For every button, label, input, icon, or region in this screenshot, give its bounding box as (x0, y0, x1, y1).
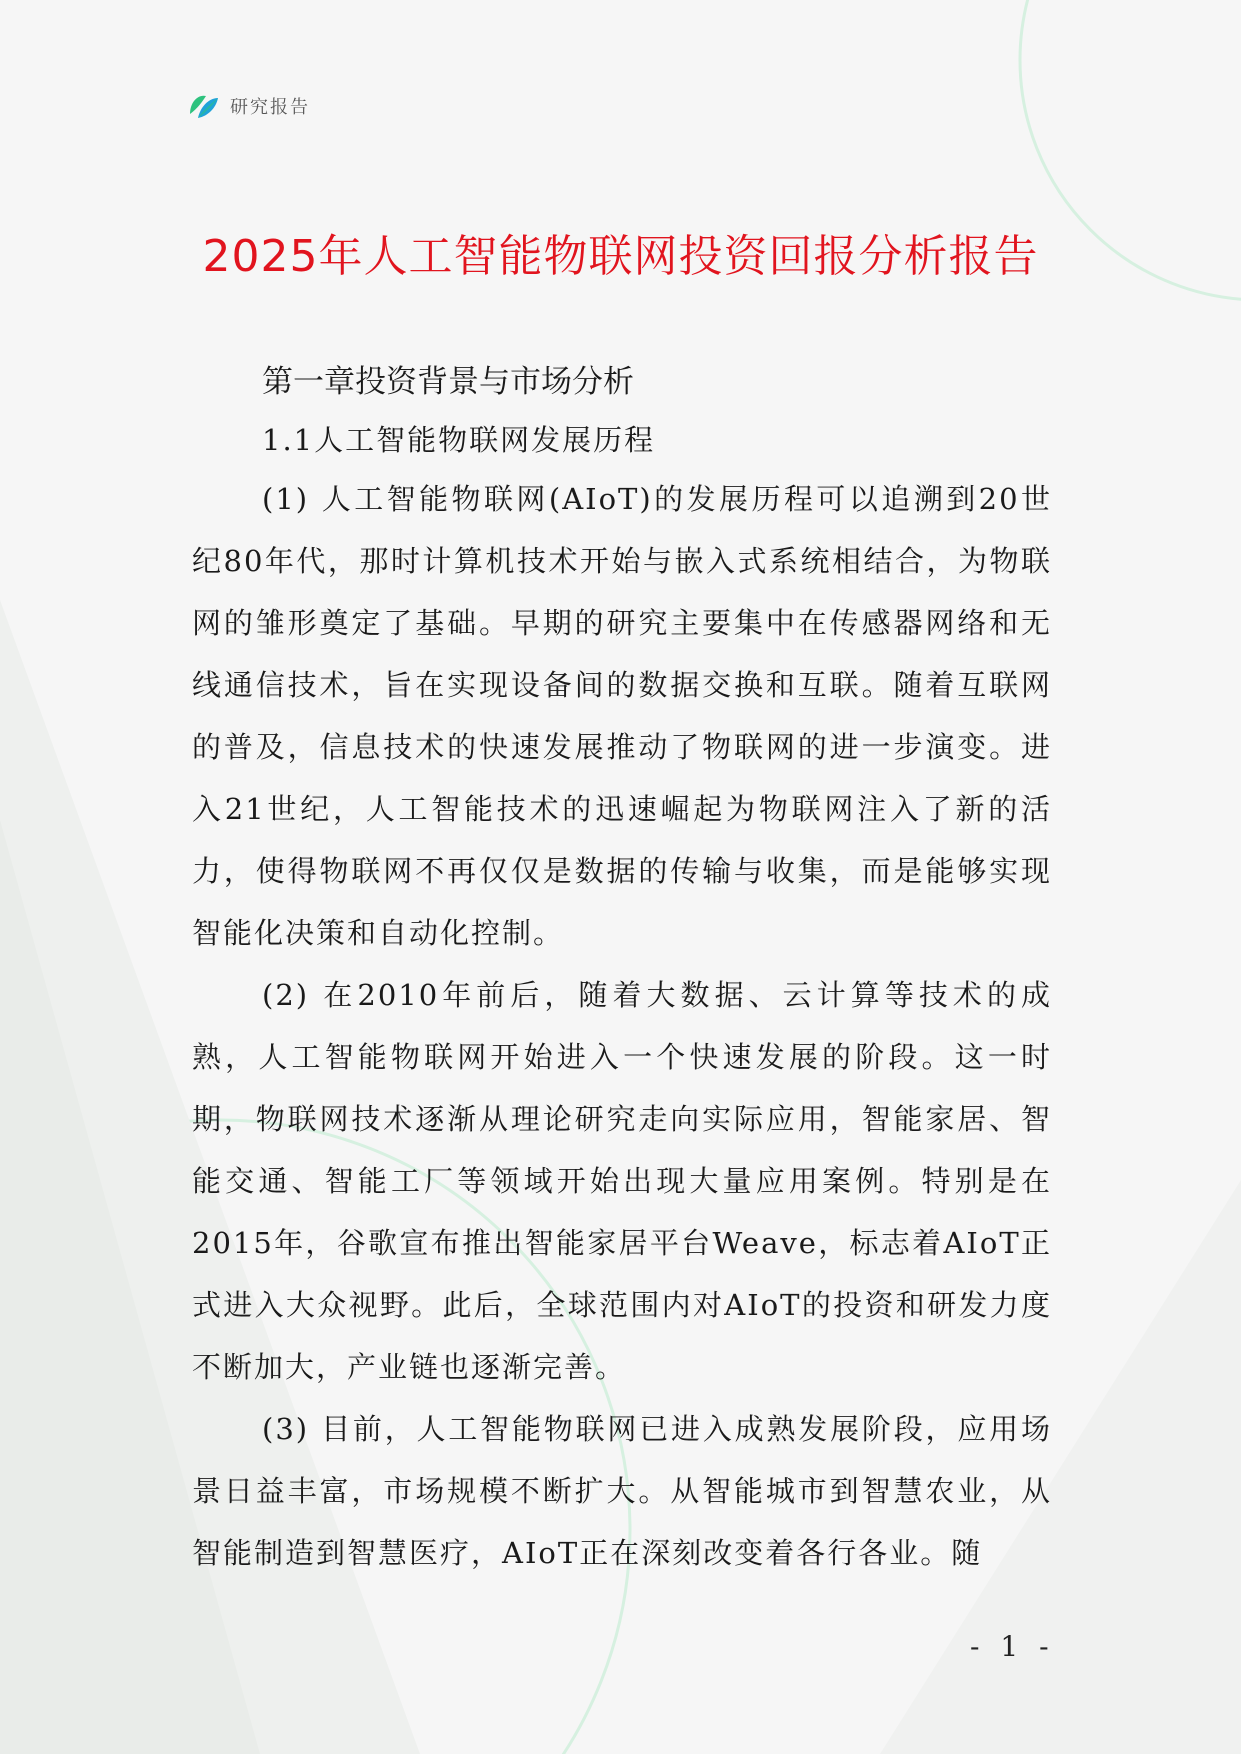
header-label: 研究报告 (230, 97, 310, 118)
document-body (192, 354, 1052, 1584)
page-number: - 1 - (970, 1630, 1055, 1663)
chapter-heading: 第一章投资背景与市场分析 (262, 364, 634, 400)
report-header (186, 88, 310, 124)
paragraph-3: (3) 目前，人工智能物联网已进入成熟发展阶段，应用场景日益丰富，市场规模不断扩大。从智能城市到智慧农业，从智能制造到智慧医疗，AIoT正在深刻改变着各行各业。随 (192, 1412, 1052, 1570)
document-title: 2025年人工智能物联网投资回报分析报告 (202, 231, 1039, 282)
leaf-logo-icon (186, 88, 222, 124)
paragraph-2: (2) 在2010年前后，随着大数据、云计算等技术的成熟，人工智能物联网开始进入一个快速发展的阶段。这一时期，物联网技术逐渐从理论研究走向实际应用，智能家居、智能交通、智能工厂等领域开始出现大量应用案例。特别是在2015年，谷歌宣布推出智能家居平台Weave，标志着AIoT正式进入大众视野。此后，全球范围内对AIoT的投资和研发力度不断加大，产业链也逐渐完善。 (192, 978, 1052, 1384)
paragraph-1: (1) 人工智能物联网(AIoT)的发展历程可以追溯到20世纪80年代，那时计算机技术开始与嵌入式系统相结合，为物联网的雏形奠定了基础。早期的研究主要集中在传感器网络和无线通信技术，旨在实现设备间的数据交换和互联。随着互联网的普及，信息技术的快速发展推动了物联网的进一步演变。进入21世纪，人工智能技术的迅速崛起为物联网注入了新的活力，使得物联网不再仅仅是数据的传输与收集，而是能够实现智能化决策和自动化控制。 (192, 482, 1052, 950)
section-heading: 1.1人工智能物联网发展历程 (262, 423, 656, 457)
